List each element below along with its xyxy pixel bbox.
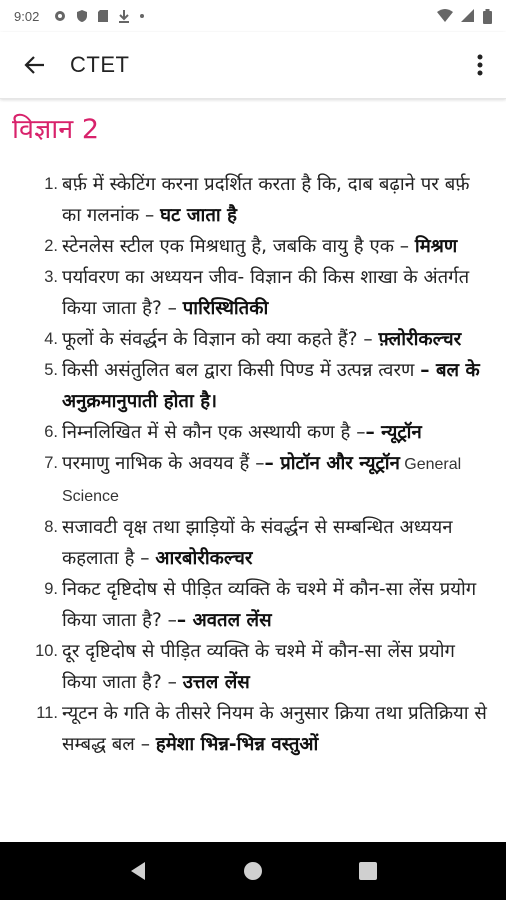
article-heading: विज्ञान 2 [12,114,100,145]
list-item: 4. फूलों के संवर्द्धन के विज्ञान को क्या कहते हैं? – फ़्लोरीकल्चर [44,329,462,350]
list-item: 10. दूर दृष्टिदोष से पीड़ित व्यक्ति के चश्मे में कौन-सा लेंस प्रयोग किया जाता है? – उत्तल लेंस [35,641,455,693]
signal-icon [461,9,475,23]
more-vert-icon [477,54,483,76]
list-item: 11. न्यूटन के गति के तीसरे नियम के अनुसार क्रिया तथा प्रतिक्रिया से सम्बद्ध बल – हमेशा भिन्न-भिन्न वस्तुओं [36,703,487,755]
square-recents-icon [359,862,377,880]
battery-icon [483,9,492,24]
wifi-icon [437,9,453,23]
status-bar [0,0,506,32]
nav-home-button[interactable] [233,851,273,891]
list-item: 1. बर्फ़ में स्केटिंग करना प्रदर्शित करता है कि, दाब बढ़ाने पर बर्फ़ का गलनांक – घट जाता है [44,174,470,226]
list-item: 2. स्टेनलेस स्टील एक मिश्रधातु है, जबकि वायु है एक – मिश्रण [44,236,458,257]
shield-icon [76,9,88,23]
system-nav-bar [0,842,506,900]
list-item: 6. निम्नलिखित में से कौन एक अस्थायी कण है –– न्यूट्रॉन [44,422,422,443]
overflow-menu-button[interactable] [454,54,506,76]
app-title: CTET [70,52,130,77]
list-item: 7. परमाणु नाभिक के अवयव हैं –– प्रोटॉन और न्यूट्रॉन General Science [44,453,462,505]
list-item: 3. पर्यावरण का अध्ययन जीव- विज्ञान की किस शाखा के अंतर्गत किया जाता है? – पारिस्थितिकी [44,267,470,319]
list-item: 8. सजावटी वृक्ष तथा झाड़ियों के संवर्द्धन से सम्बन्धित अध्ययन कहलाता है – आरबोरीकल्चर [44,517,453,569]
list-item: 9. निकट दृष्टिदोष से पीड़ित व्यक्ति के चश्मे में कौन-सा लेंस प्रयोग किया जाता है? –– अवतल लेंस [44,579,477,631]
status-time: 9:02 [14,8,40,24]
list-item: 5. किसी असंतुलित बल द्वारा किसी पिण्ड में उत्पन्न त्वरण – बल के अनुक्रमानुपाती होता है। [44,360,480,412]
question-list [0,169,506,760]
app-bar [0,32,506,99]
sd-card-icon [97,9,109,23]
nav-recents-button[interactable] [348,851,388,891]
settings-icon [53,9,67,23]
nav-back-button[interactable] [118,851,158,891]
notification-icons [53,9,145,23]
back-button[interactable] [0,54,70,76]
triangle-back-icon [129,861,147,881]
dot-icon [139,13,145,19]
arrow-left-icon [24,54,46,76]
circle-home-icon [243,861,263,881]
download-icon [118,9,130,23]
article-content[interactable] [0,99,506,842]
